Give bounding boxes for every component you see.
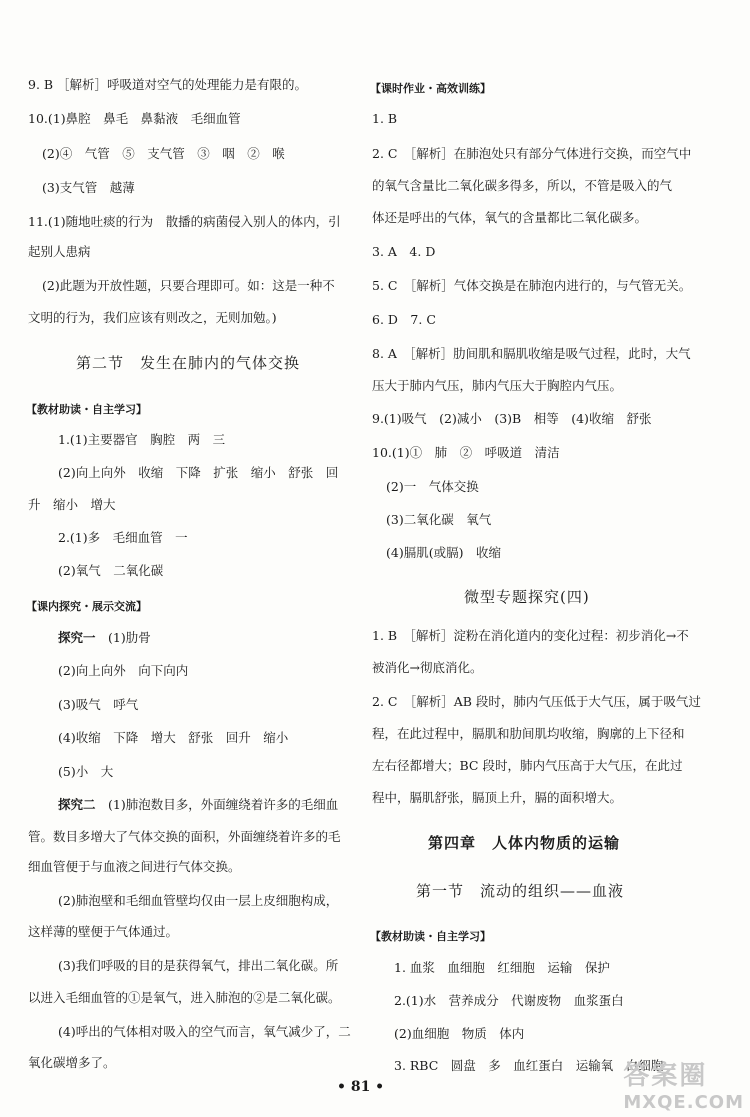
answer-line: 2.(1)多 毛细血管 一	[58, 530, 188, 545]
answer-line: (2)氧气 二氧化碳	[58, 563, 164, 578]
answer-line: 探究二 (1)肺泡数目多，外面缠绕着许多的毛细血	[58, 797, 339, 812]
answer-line: 9.(1)吸气 (2)减小 (3)B 相等 (4)收缩 舒张	[372, 411, 652, 426]
answer-line: 9. B ［解析］呼吸道对空气的处理能力是有限的。	[28, 77, 308, 92]
answer-line: (2)④ 气管 ⑤ 支气管 ③ 咽 ② 喉	[42, 146, 285, 161]
answer-line: (3)吸气 呼气	[58, 697, 139, 712]
answer-line: 6. D 7. C	[372, 312, 436, 327]
answer-line: 探究一 (1)肋骨	[58, 630, 151, 645]
section-header: 【教材助读・自主学习】	[370, 930, 491, 943]
answer-line: 文明的行为，我们应该有则改之，无则加勉。)	[28, 310, 277, 325]
answer-line: 的氧气含量比二氧化碳多得多，所以，不管是吸入的气	[372, 178, 673, 193]
answer-line: (2)向上向外 向下向内	[58, 663, 189, 678]
answer-line: 程中，膈肌舒张，膈顶上升，膈的面积增大。	[372, 790, 623, 805]
chapter-title: 第四章 人体内物质的运输	[428, 834, 621, 852]
answer-line: 氧化碳增多了。	[28, 1055, 116, 1070]
section-title: 第一节 流动的组织——血液	[416, 882, 625, 900]
answer-line: (4)膈肌(或膈) 收缩	[386, 545, 501, 560]
section-header: 【课时作业・高效训练】	[370, 82, 491, 95]
answer-line: 3. RBC 圆盘 多 血红蛋白 运输氧 白细胞	[394, 1058, 664, 1073]
answer-line: (2)向上向外 收缩 下降 扩张 缩小 舒张 回	[58, 465, 339, 480]
answer-line: 程，在此过程中，膈肌和肋间肌均收缩，胸廓的上下径和	[372, 726, 685, 741]
answer-line: (4)收缩 下降 增大 舒张 回升 缩小	[58, 730, 289, 745]
section-title: 第二节 发生在肺内的气体交换	[76, 354, 301, 372]
answer-line: 以进入毛细血管的①是氧气，进入肺泡的②是二氧化碳。	[28, 990, 341, 1005]
answer-line: (2)此题为开放性题，只要合理即可。如：这是一种不	[42, 278, 335, 293]
answer-line: 左右径都增大；BC 段时，肺内气压高于大气压，在此过	[372, 758, 683, 773]
answer-line: 起别人患病	[28, 244, 91, 259]
answer-line: (4)呼出的气体相对吸入的空气而言，氧气减少了，二	[58, 1024, 351, 1039]
answer-line: 10.(1)鼻腔 鼻毛 鼻黏液 毛细血管	[28, 111, 241, 126]
answer-line: (5)小 大	[58, 764, 114, 779]
section-header: 【教材助读・自主学习】	[26, 403, 147, 416]
answer-line: (3)支气管 越薄	[42, 180, 135, 195]
answer-line: 2. C ［解析］在肺泡处只有部分气体进行交换，而空气中	[372, 146, 692, 161]
answer-line: 3. A 4. D	[372, 244, 436, 259]
answer-line: (2)血细胞 物质 体内	[394, 1026, 525, 1041]
section-header: 【课内探究・展示交流】	[26, 600, 147, 613]
answer-line: (3)我们呼吸的目的是获得氧气，排出二氧化碳。所	[58, 958, 339, 973]
answer-line: 11.(1)随地吐痰的行为 散播的病菌侵入别人的体内，引	[28, 214, 341, 229]
answer-line: 1.(1)主要器官 胸腔 两 三	[58, 432, 226, 447]
answer-line: 细血管便于与血液之间进行气体交换。	[28, 859, 241, 874]
watermark-logo	[623, 1055, 744, 1113]
answer-line: 1. 血浆 血细胞 红细胞 运输 保护	[394, 960, 610, 975]
answer-line: 1. B	[372, 111, 398, 126]
watermark-text: 答案圈	[623, 1061, 708, 1091]
watermark-url: MXQE.COM	[623, 1092, 744, 1113]
answer-line: 体还是呼出的气体，氧气的含量都比二氧化碳多。	[372, 210, 648, 225]
answer-line: (2)肺泡壁和毛细血管壁均仅由一层上皮细胞构成，	[58, 893, 339, 908]
page-number: • 81 •	[337, 1079, 385, 1095]
answer-line: 10.(1)① 肺 ② 呼吸道 清洁	[372, 445, 560, 460]
answer-line: 1. B ［解析］淀粉在消化道内的变化过程：初步消化→不	[372, 628, 689, 643]
answer-line: 被消化→彻底消化。	[372, 660, 483, 675]
answer-line: (2)一 气体交换	[386, 479, 479, 494]
answer-line: (3)二氧化碳 氧气	[386, 512, 492, 527]
answer-line: 压大于肺内气压，肺内气压大于胸腔内气压。	[372, 378, 623, 393]
answer-line: 2. C ［解析］AB 段时，肺内气压低于大气压，属于吸气过	[372, 694, 701, 709]
answer-line: 升 缩小 增大	[28, 497, 116, 512]
answer-line: 5. C ［解析］气体交换是在肺泡内进行的，与气管无关。	[372, 278, 692, 293]
answer-line: 8. A ［解析］肋间肌和膈肌收缩是吸气过程，此时，大气	[372, 346, 691, 361]
answer-line: 管。数目多增大了气体交换的面积，外面缠绕着许多的毛	[28, 829, 341, 844]
answer-line: 2.(1)水 营养成分 代谢废物 血浆蛋白	[394, 993, 624, 1008]
answer-line: 这样薄的壁便于气体通过。	[28, 924, 179, 939]
section-title: 微型专题探究(四)	[464, 588, 590, 606]
